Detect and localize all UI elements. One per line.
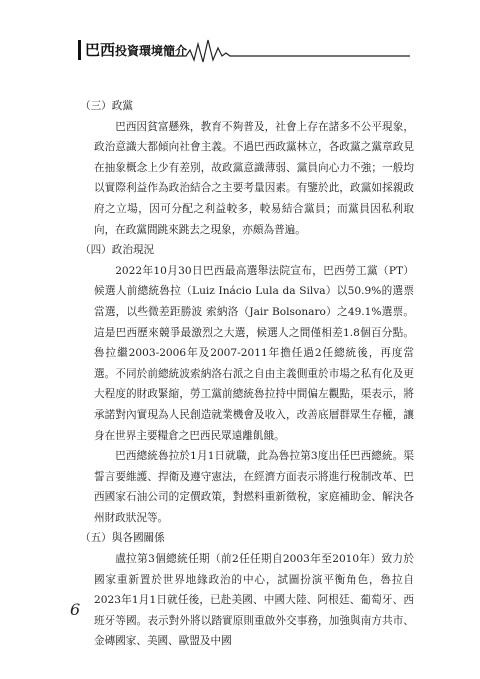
section-foreign-relations — [80, 528, 414, 652]
header-title-big: 巴西 — [85, 41, 116, 59]
header-title-small: 投資環境簡介 — [115, 44, 188, 58]
paragraph: 2022年10月30日巴西最高選舉法院宣布，巴西勞工黨（PT）候選人前總統魯拉（Luiz Inácio Lula da Silva）以50.9%的選票當選，以些微差距勝波 索納洛（Jair Bolsonaro）之49.1%選票。這是巴西歷來競爭最激烈之大選，候選人之間僅相差1.8個百分點。魯拉繼2003-2006年及2007-2011年擔任過2任總統後，再度當選。不同於前總統波索納洛右派之自由主義側重於市場之私有化及更大程度的財政緊縮，勞工黨前總統魯拉持中間偏左觀點，渠表示，將承諾對內實現為人民創造就業機會及收入，改善底層群眾生存權，讓身在世界主要糧倉之巴西民眾遠離飢餓。 — [94, 264, 414, 442]
running-header-title — [78, 40, 188, 60]
paragraph: 盧拉第3個總統任期（前2任任期自2003年至2010年）致力於國家重新置於世界地緣政治的中心，試圖扮演平衡角色，魯拉自2023年1月1日就任後，已赴美國、中國大陸、阿根廷、葡萄牙、西班牙等國。表示對外將以踏實原則重啟外交事務，加強與南方共市、金磚國家、美國、歐盟及中國 — [94, 553, 414, 648]
paragraph: 巴西因貧富懸殊，教育不夠普及，社會上存在諸多不公平現象，政治意識大都傾向社會主義。不過巴西政黨林立，各政黨之黨章政見在抽象概念上少有差別，故政黨意識薄弱、黨員向心力不強；一般均以實際利益作為政治結合之主要考量因素。有鑒於此，政黨如採親政府之立場，因可分配之利益較多，較易結合黨員；而黨員因私利取向，在政黨間跳來跳去之現象，亦頗為普遍。 — [94, 120, 414, 236]
paragraph: 巴西總統魯拉於1月1日就職，此為魯拉第3度出任巴西總統。渠誓言要維護、捍衛及遵守憲法，在經濟方面表示將進行稅制改革、巴西國家石油公司的定價政策，對燃料重新徵稅，家庭補助金、解決各州財政狀況等。 — [94, 450, 414, 524]
section-political-parties — [80, 96, 414, 240]
document-body — [80, 96, 414, 652]
section-heading: （五）與各國關係 — [80, 532, 165, 545]
header-waveform-decoration — [168, 36, 410, 64]
page-number: 6 — [70, 600, 81, 619]
section-heading: （三）政黨 — [80, 100, 133, 112]
section-heading: （四）政治現況 — [80, 244, 155, 257]
section-political-situation — [80, 240, 414, 528]
